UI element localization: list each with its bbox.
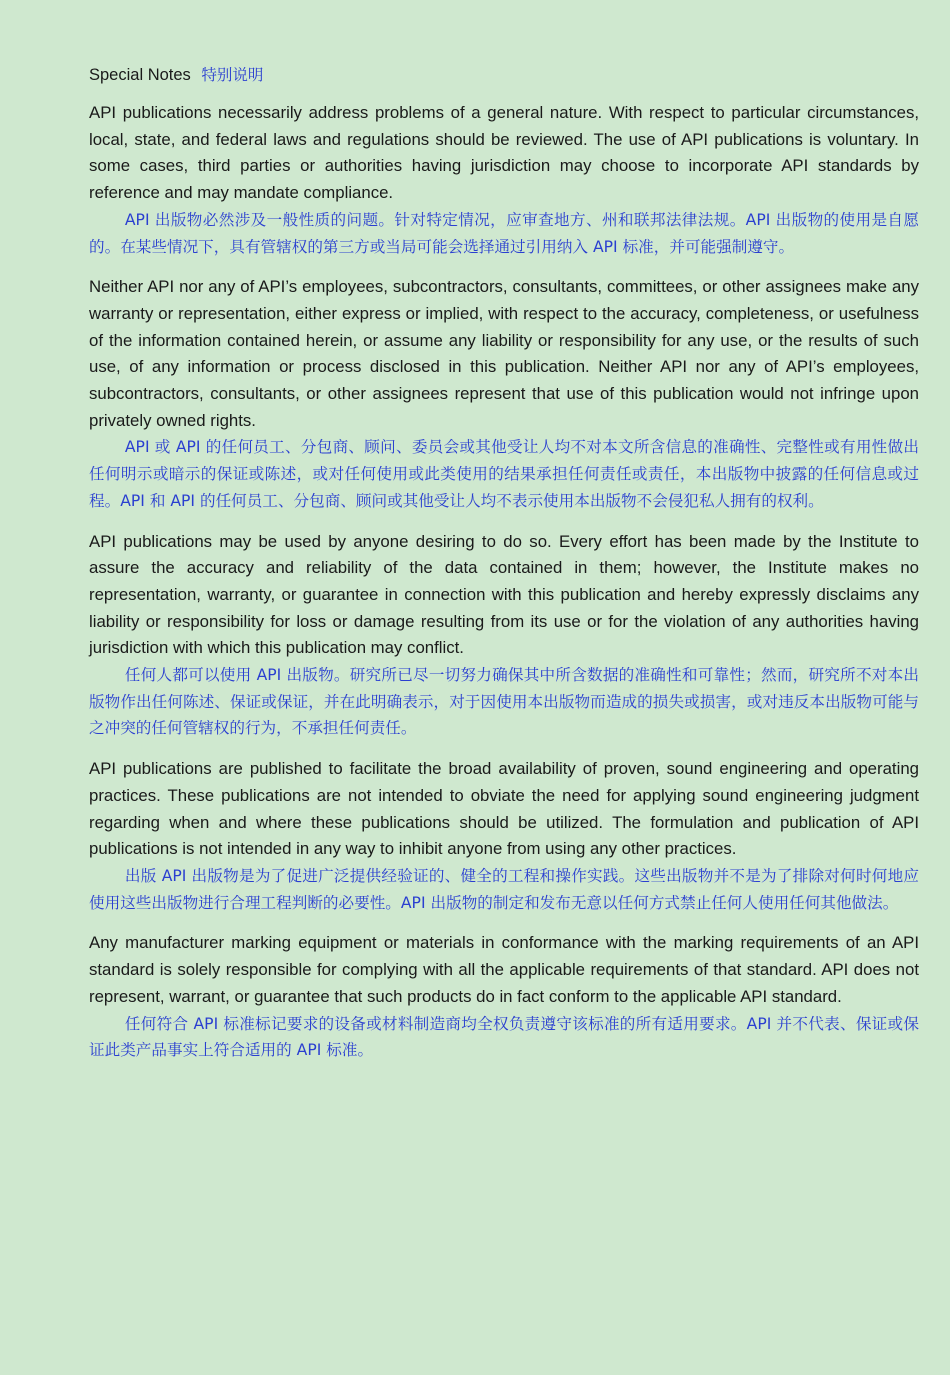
paragraph-chinese: 任何人都可以使用 API 出版物。研究所已尽一切努力确保其中所含数据的准确性和可靠性；然而，研究所不对本出版物作出任何陈述、保证或保证，并在此明确表示，对于因使用本出版物而造成的损失或损害，或对违反本出版物可能与之冲突的任何管辖权的行为，不承担任何责任。 <box>89 666 919 738</box>
heading-chinese: 特别说明 <box>201 66 264 84</box>
paragraph-english: API publications necessarily address problems of a general nature. With respect to particular circumstances, local, state, and federal laws and regulations should be reviewed. The use of API publications is voluntary. In some cases, third parties or authorities having jurisdiction may choose to incorporate API standards by reference and may mandate compliance. <box>89 103 919 203</box>
paragraph-chinese: API 或 API 的任何员工、分包商、顾问、委员会或其他受让人均不对本文所含信息的准确性、完整性或有用性做出任何明示或暗示的保证或陈述，或对任何使用或此类使用的结果承担任何责任或责任，本出版物中披露的任何信息或过程。API 和 API 的任何员工、分包商、顾问或其他受让人均不表示使用本出版物不会侵犯私人拥有的权利。 <box>89 438 919 510</box>
notes-section-3 <box>89 529 919 743</box>
paragraph-chinese: 任何符合 API 标准标记要求的设备或材料制造商均全权负责遵守该标准的所有适用要求。API 并不代表、保证或保证此类产品事实上符合适用的 API 标准。 <box>89 1014 919 1060</box>
notes-section-5 <box>89 930 919 1064</box>
paragraph-english: API publications are published to facilitate the broad availability of proven, sound engineering and operating practices. These publications are not intended to obviate the need for applying sound engineering judgment regarding when and where these publications should be utilized. The formulation and publication of API publications is not intended in any way to inhibit anyone from using any other practices. <box>89 759 919 859</box>
heading-english: Special Notes <box>89 66 191 84</box>
notes-section-4 <box>89 756 919 916</box>
notes-section-1 <box>89 100 919 260</box>
paragraph-english: Neither API nor any of API’s employees, subcontractors, consultants, committees, or other assignees make any warranty or representation, either express or implied, with respect to the accuracy, completeness, or usefulness of the information contained herein, or assume any liability or responsibility for any use, or the results of such use, of any information or process disclosed in this publication. Neither API nor any of API’s employees, subcontractors, consultants, or other assignees represent that use of this publication would not infringe upon privately owned rights. <box>89 277 919 430</box>
paragraph-english: Any manufacturer marking equipment or materials in conformance with the marking requirements of an API standard is solely responsible for complying with all the applicable requirements of that standard. API does not represent, warrant, or guarantee that such products do in fact conform to the applicable API standard. <box>89 933 919 1006</box>
paragraph-chinese: API 出版物必然涉及一般性质的问题。针对特定情况，应审查地方、州和联邦法律法规。API 出版物的使用是自愿的。在某些情况下，具有管辖权的第三方或当局可能会选择通过引用纳入 API 标准，并可能强制遵守。 <box>89 210 919 256</box>
document-page <box>89 62 919 1078</box>
notes-section-2 <box>89 274 919 514</box>
paragraph-english: API publications may be used by anyone desiring to do so. Every effort has been made by the Institute to assure the accuracy and reliability of the data contained in them; however, the Institute makes no representation, warranty, or guarantee in connection with this publication and hereby expressly disclaims any liability or responsibility for loss or damage resulting from its use or for the violation of any authorities having jurisdiction with which this publication may conflict. <box>89 531 919 658</box>
paragraph-chinese: 出版 API 出版物是为了促进广泛提供经验证的、健全的工程和操作实践。这些出版物并不是为了排除对何时何地应使用这些出版物进行合理工程判断的必要性。API 出版物的制定和发布无意以任何方式禁止任何人使用任何其他做法。 <box>89 866 919 912</box>
special-notes-heading <box>89 62 919 88</box>
